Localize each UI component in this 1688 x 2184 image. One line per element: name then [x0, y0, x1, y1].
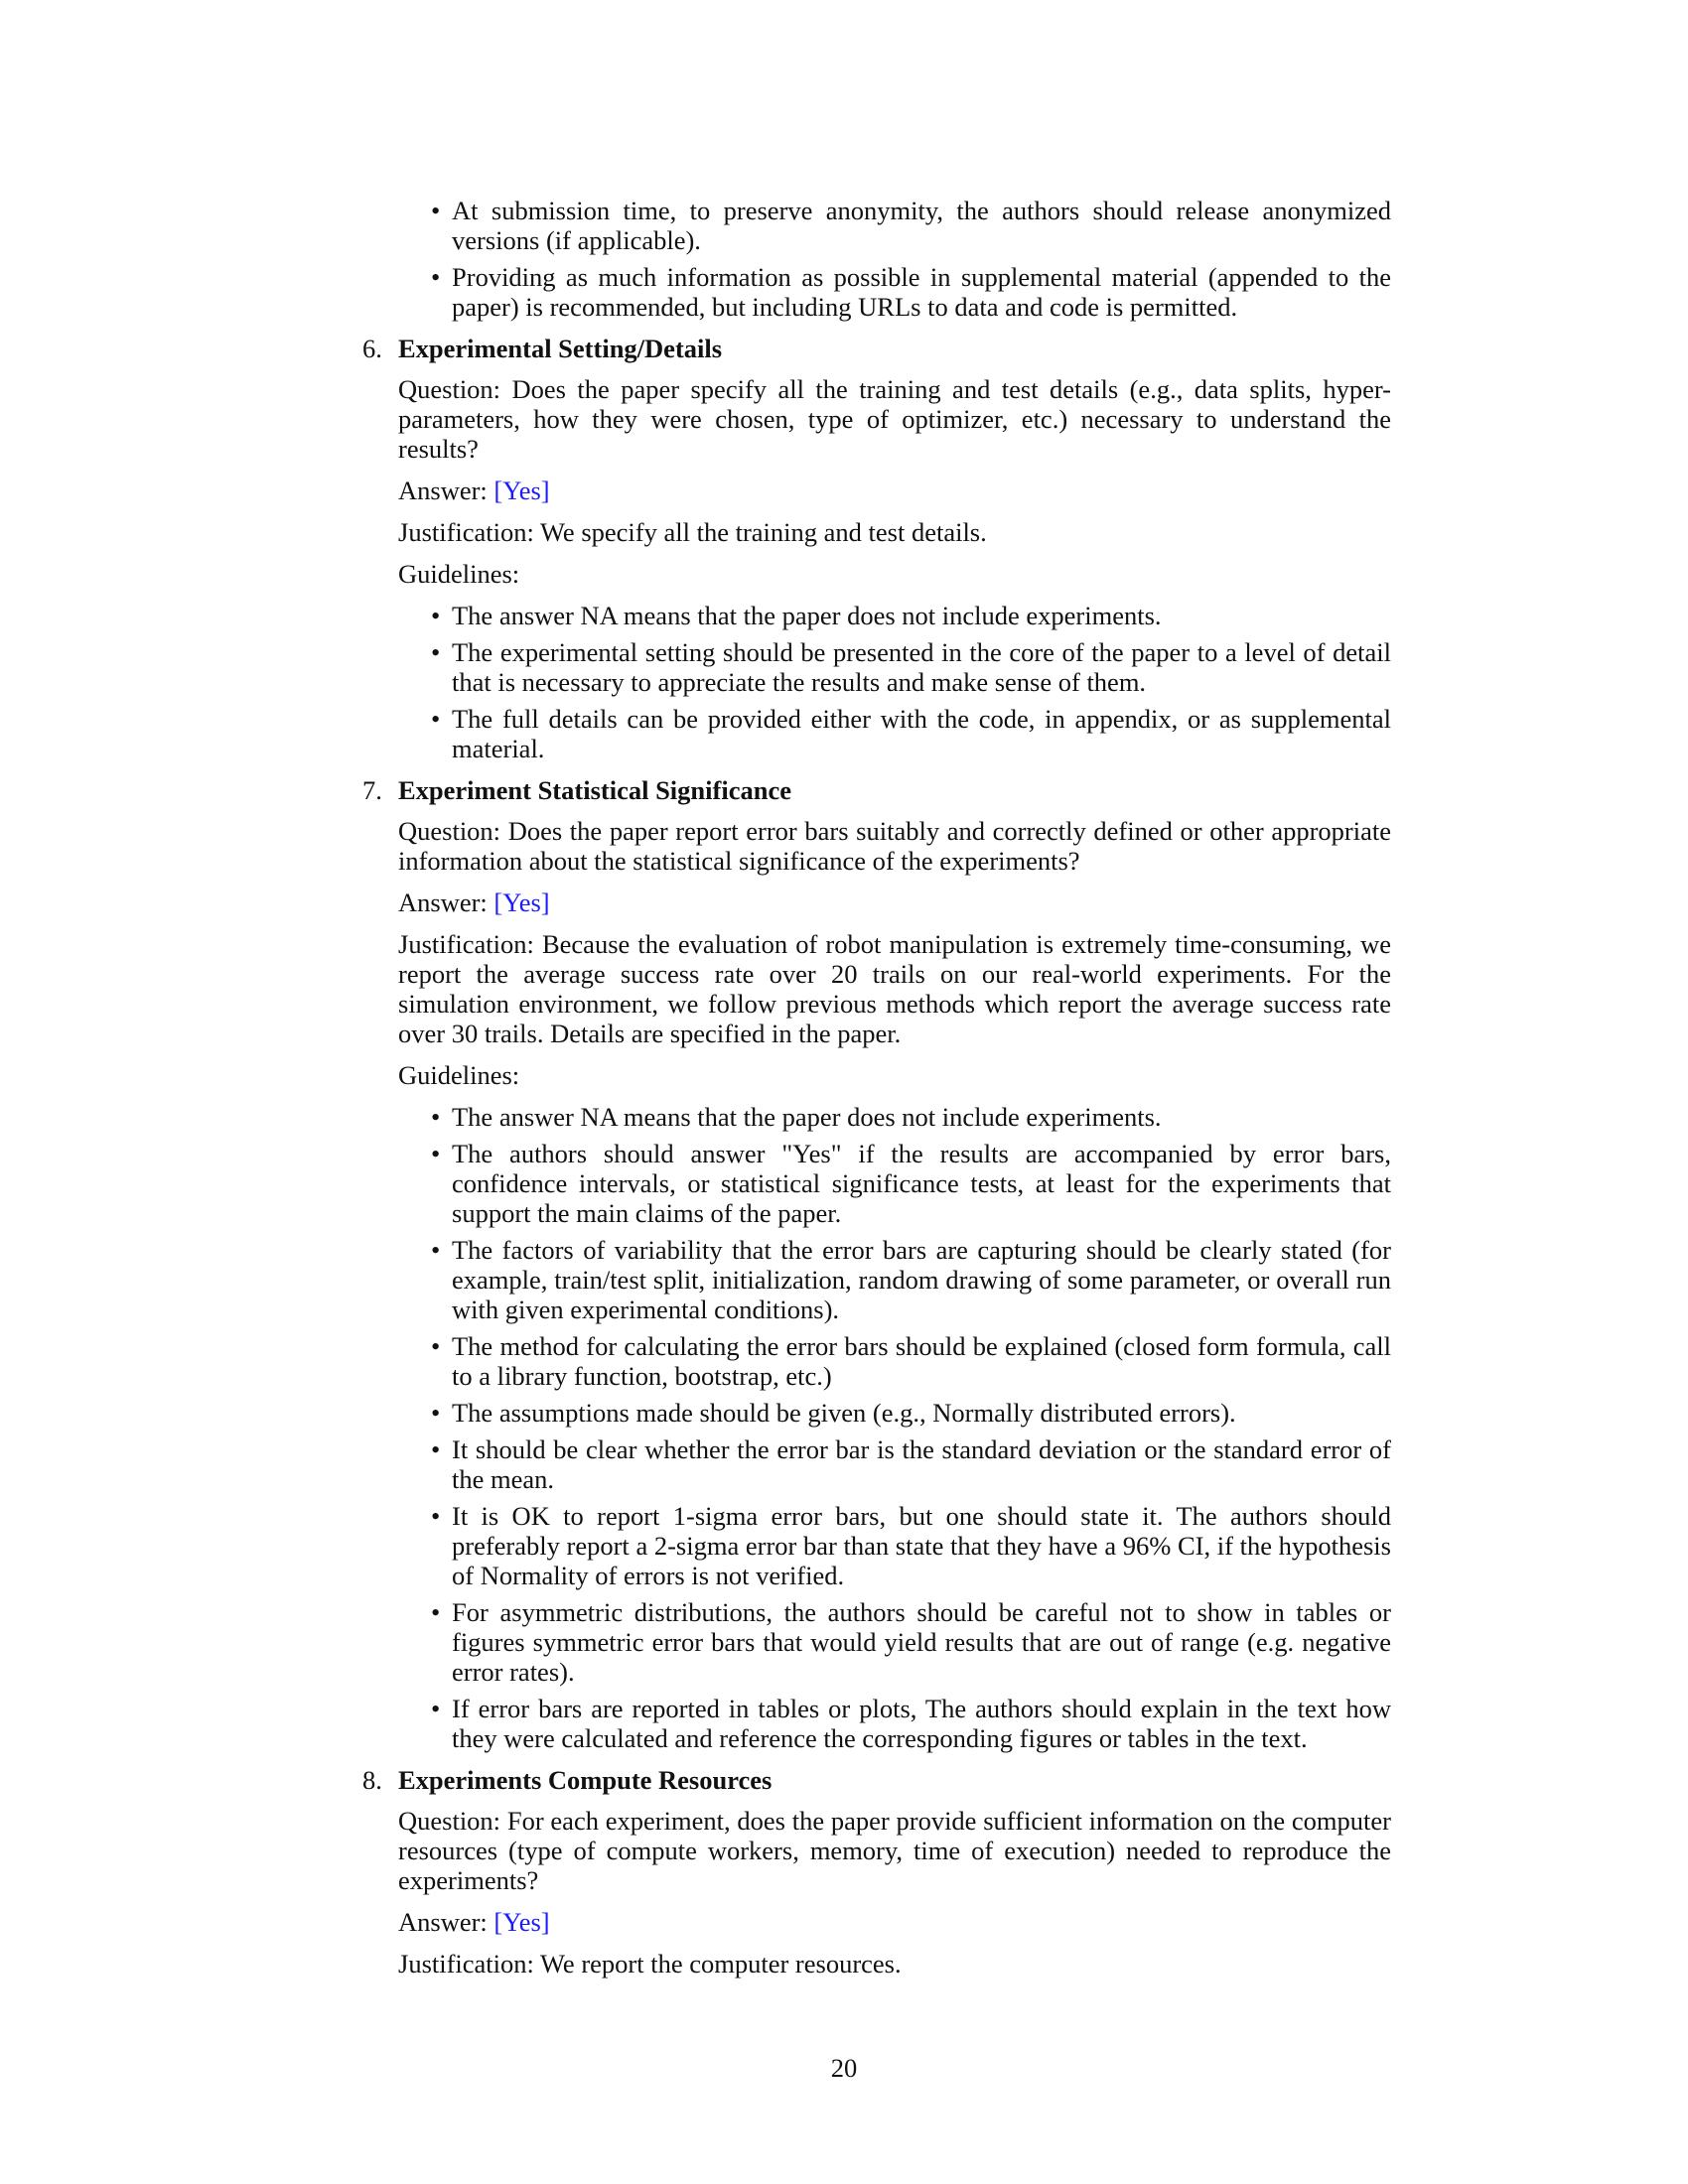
- list-item: • The assumptions made should be given (e.g., Normally distributed errors).: [452, 1398, 1391, 1428]
- section-compute-resources: [362, 1765, 1391, 1979]
- section-number: 7.: [362, 775, 382, 805]
- section-statistical-significance: [362, 775, 1391, 1753]
- list-item: • It is OK to report 1-sigma error bars, but one should state it. The authors should preferably report a 2-sigma error bar than state that they have a 96% CI, if the hypothesis of Normality of errors is not verified.: [452, 1501, 1391, 1590]
- section-experimental-setting: [362, 334, 1391, 763]
- question-text: Question: Does the paper report error bars suitably and correctly defined or other appropriate information about the statistical significance of the experiments?: [398, 816, 1391, 876]
- answer-link[interactable]: [Yes]: [493, 476, 550, 505]
- justification-text: Justification: We report the computer resources.: [398, 1949, 902, 1979]
- list-item: • Providing as much information as possible in supplemental material (appended to the paper) is recommended, but including URLs to data and code is permitted.: [452, 262, 1391, 322]
- list-item: • The experimental setting should be presented in the core of the paper to a level of detail that is necessary to appreciate the results and make sense of them.: [452, 637, 1391, 697]
- guidelines-list: [452, 1102, 1391, 1753]
- list-item: • The answer NA means that the paper does not include experiments.: [452, 601, 1391, 630]
- guidelines-list: [452, 601, 1391, 763]
- paper-page: [362, 196, 1391, 1990]
- answer-line: [398, 887, 1391, 917]
- section-title: Experiments Compute Resources: [398, 1765, 773, 1795]
- question-text: Question: Does the paper specify all the training and test details (e.g., data splits, hyper-parameters, how they were chosen, type of optimizer, etc.) necessary to understand the results?: [398, 374, 1391, 464]
- section-title: Experiment Statistical Significance: [398, 775, 791, 805]
- question-text: Question: For each experiment, does the paper provide sufficient information on the computer resources (type of compute workers, memory, time of execution) needed to reproduce the experiments?: [398, 1806, 1391, 1895]
- page-number: 20: [830, 2053, 858, 2083]
- list-item: • The answer NA means that the paper does not include experiments.: [452, 1102, 1391, 1132]
- answer-label: Answer:: [398, 1907, 488, 1937]
- section-number: 6.: [362, 334, 382, 363]
- answer-line: [398, 1907, 1391, 1937]
- guidelines-label: Guidelines:: [398, 1060, 520, 1090]
- answer-label: Answer:: [398, 476, 488, 505]
- justification-text: Justification: Because the evaluation of robot manipulation is extremely time-consuming, we report the average success rate over 20 trails on our real-world experiments. For the simulation environment, we follow previous methods which report the average success rate over 30 trails. Details are specified in the paper.: [398, 929, 1391, 1048]
- list-item: • For asymmetric distributions, the authors should be careful not to show in tables or figures symmetric error bars that would yield results that are out of range (e.g. negative error rates).: [452, 1597, 1391, 1687]
- answer-label: Answer:: [398, 887, 488, 917]
- list-item: • At submission time, to preserve anonymity, the authors should release anonymized versions (if applicable).: [452, 196, 1391, 255]
- justification-text: Justification: We specify all the training and test details.: [398, 517, 987, 547]
- section-title: Experimental Setting/Details: [398, 334, 723, 363]
- answer-link[interactable]: [Yes]: [493, 1907, 550, 1937]
- list-item: • The full details can be provided either with the code, in appendix, or as supplemental material.: [452, 704, 1391, 763]
- section-number: 8.: [362, 1765, 382, 1795]
- guidelines-label: Guidelines:: [398, 559, 520, 589]
- answer-link[interactable]: [Yes]: [493, 887, 550, 917]
- section-heading: [362, 1765, 1391, 1795]
- list-item: • The method for calculating the error bars should be explained (closed form formula, call to a library function, bootstrap, etc.): [452, 1331, 1391, 1391]
- top-bullet-list: [452, 196, 1391, 322]
- section-heading: [362, 775, 1391, 805]
- list-item: • The factors of variability that the error bars are capturing should be clearly stated (for example, train/test split, initialization, random drawing of some parameter, or overall run with given experimental conditions).: [452, 1235, 1391, 1324]
- answer-line: [398, 476, 1391, 505]
- section-heading: [362, 334, 1391, 363]
- list-item: • The authors should answer "Yes" if the results are accompanied by error bars, confidence intervals, or statistical significance tests, at least for the experiments that support the main claims of the paper.: [452, 1139, 1391, 1228]
- list-item: • It should be clear whether the error bar is the standard deviation or the standard error of the mean.: [452, 1434, 1391, 1494]
- list-item: • If error bars are reported in tables or plots, The authors should explain in the text how they were calculated and reference the corresponding figures or tables in the text.: [452, 1694, 1391, 1753]
